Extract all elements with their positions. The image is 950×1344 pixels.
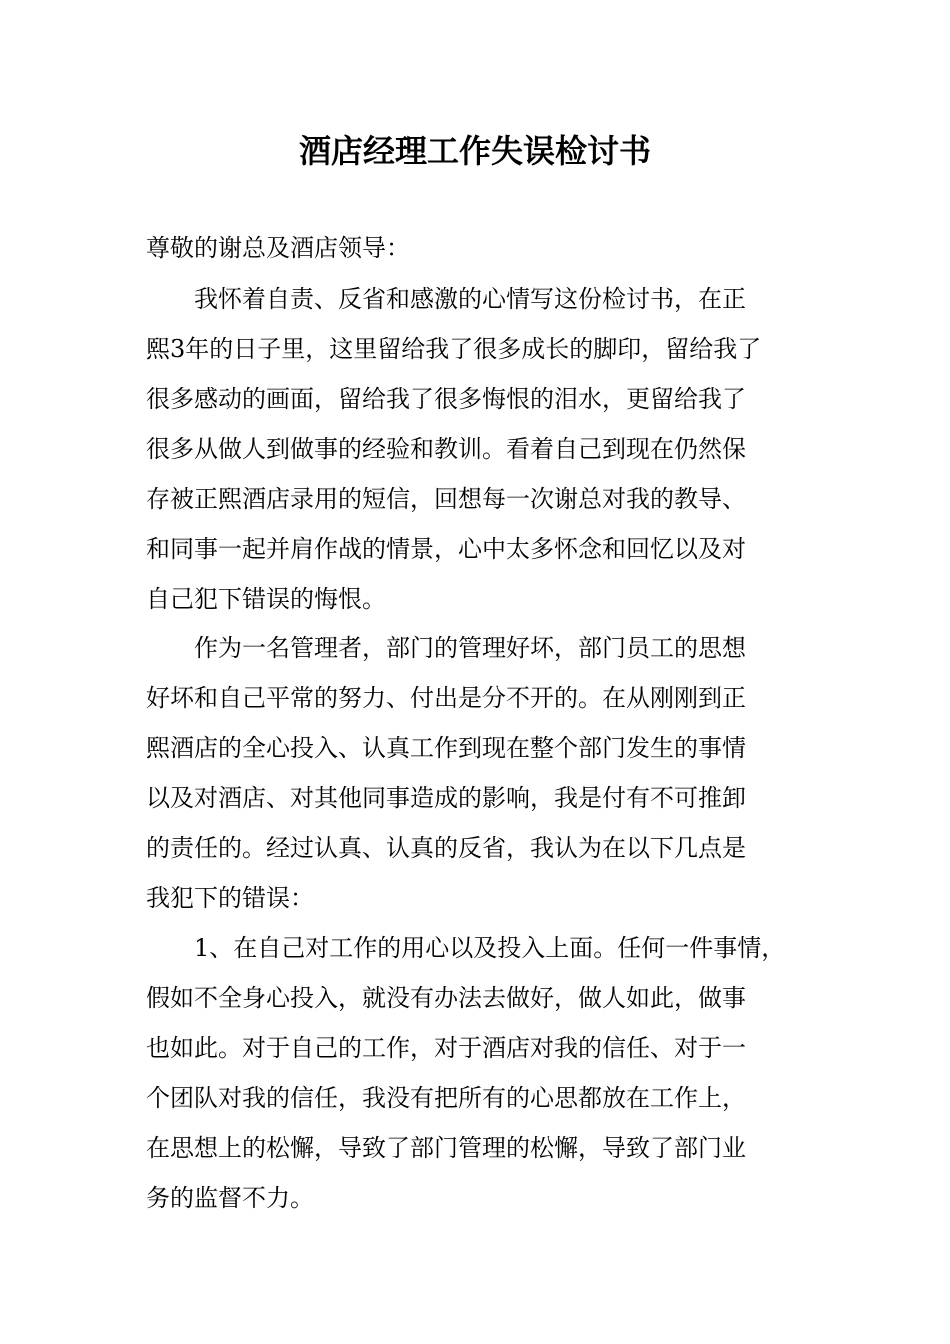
body-line: 在思想上的松懈，导致了部门管理的松懈，导致了部门业 [146, 1134, 746, 1162]
body-line: 很多从做人到做事的经验和教训。看着自己到现在仍然保 [146, 435, 746, 463]
body-line: 存被正熙酒店录用的短信，回想每一次谢总对我的教导、 [146, 485, 746, 513]
body-line: 和同事一起并肩作战的情景，心中太多怀念和回忆以及对 [146, 535, 746, 563]
body-line: 务的监督不力。 [146, 1184, 314, 1212]
body-line: 很多感动的画面，留给我了很多悔恨的泪水，更留给我了 [146, 385, 746, 413]
salutation: 尊敬的谢总及酒店领导： [146, 234, 410, 262]
body-line: 我犯下的错误： [146, 884, 314, 912]
body-line: 也如此。对于自己的工作，对于酒店对我的信任、对于一 [146, 1034, 746, 1062]
document-title: 酒店经理工作失误检讨书 [298, 132, 651, 170]
body-line: 熙3年的日子里，这里留给我了很多成长的脚印，留给我了 [146, 335, 762, 363]
body-line: 熙酒店的全心投入、认真工作到现在整个部门发生的事情 [146, 734, 746, 762]
body-line: 好坏和自己平常的努力、付出是分不开的。在从刚刚到正 [146, 684, 746, 712]
body-line: 作为一名管理者，部门的管理好坏，部门员工的思想 [146, 634, 746, 662]
body-line: 假如不全身心投入，就没有办法去做好，做人如此，做事 [146, 984, 746, 1012]
body-line: 我怀着自责、反省和感激的心情写这份检讨书，在正 [146, 285, 746, 313]
body-line: 以及对酒店、对其他同事造成的影响，我是付有不可推卸 [146, 784, 746, 812]
body-line: 个团队对我的信任，我没有把所有的心思都放在工作上， [146, 1084, 746, 1112]
body-line: 的责任的。经过认真、认真的反省，我认为在以下几点是 [146, 834, 746, 862]
body-line: 1、在自己对工作的用心以及投入上面。任何一件事情， [146, 934, 786, 962]
body-line: 自己犯下错误的悔恨。 [146, 585, 386, 613]
